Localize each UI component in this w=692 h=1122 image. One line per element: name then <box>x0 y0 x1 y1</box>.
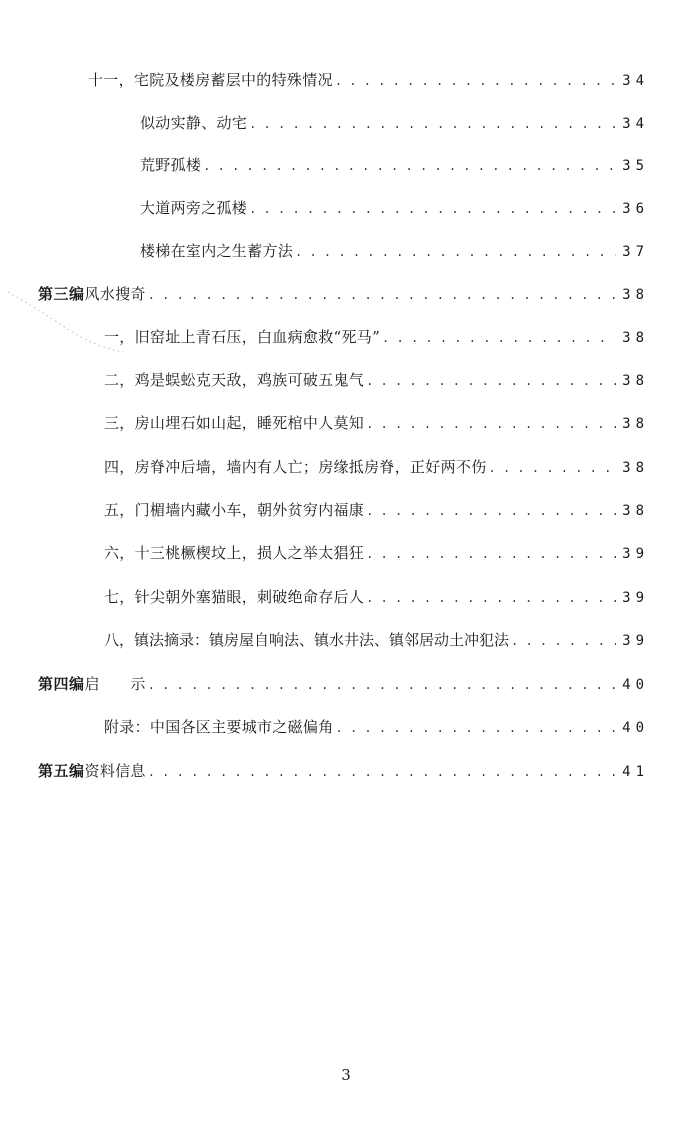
toc-entry-page: 38 <box>622 460 649 476</box>
toc-entry-title: 三，房山埋石如山起，睡死棺中人莫知 <box>104 414 365 432</box>
toc-entry-title: 八，镇法摘录：镇房屋自响法、镇水井法、镇邻居动土冲犯法 <box>104 631 510 649</box>
toc-entry-9 <box>104 455 649 479</box>
toc-entry-page: 38 <box>622 503 649 519</box>
dot-leader <box>382 326 616 350</box>
dot-leader <box>366 499 616 523</box>
dot-leader <box>203 154 616 178</box>
toc-entry-11 <box>104 541 649 565</box>
dot-leader <box>295 240 616 264</box>
dot-leader <box>249 112 616 136</box>
part-label: 第五编 <box>38 762 85 780</box>
toc-entry-7 <box>104 368 649 392</box>
dot-leader <box>148 283 616 307</box>
toc-entry-title: 似动实静、动宅 <box>140 114 248 132</box>
dot-leader <box>366 412 616 436</box>
toc-entry-1 <box>140 111 649 135</box>
toc-entry-page: 38 <box>622 330 649 346</box>
toc-entry-page: 38 <box>622 416 649 432</box>
part-label: 第三编 <box>38 285 85 303</box>
toc-entry-title: 五，门楣墙内藏小车，朝外贫穷内福康 <box>104 501 365 519</box>
toc-entry-page: 36 <box>622 201 649 217</box>
dot-leader <box>148 760 616 784</box>
toc-part-entry-5 <box>38 759 649 783</box>
toc-entry-page: 37 <box>622 244 649 260</box>
toc-entry-6 <box>104 325 649 349</box>
toc-entry-title: 六，十三桃橛楔坟上，损人之举太猖狂 <box>104 544 365 562</box>
toc-entry-title: 附录：中国各区主要城市之磁偏角 <box>104 718 334 736</box>
toc-entry-10 <box>104 498 649 522</box>
toc-entry-8 <box>104 411 649 435</box>
toc-entry-page: 38 <box>622 373 649 389</box>
toc-entry-page: 38 <box>622 287 649 303</box>
toc-entry-13 <box>104 628 649 652</box>
toc-entry-title: 风水搜奇 <box>84 285 146 303</box>
dot-leader <box>366 586 616 610</box>
dot-leader <box>366 542 616 566</box>
dot-leader <box>511 629 616 653</box>
dot-leader <box>336 716 617 740</box>
page-number: 3 <box>341 1066 351 1084</box>
toc-entry-page: 39 <box>622 633 649 649</box>
toc-entry-2 <box>140 153 649 177</box>
dot-leader <box>366 369 616 393</box>
toc-part-entry-4 <box>38 672 649 696</box>
dot-leader <box>489 456 617 480</box>
toc-entry-title: 七，针尖朝外塞猫眼，刺破绝命存后人 <box>104 588 365 606</box>
dot-leader <box>335 69 616 93</box>
toc-entry-page: 34 <box>622 73 649 89</box>
toc-entry-15 <box>104 715 649 739</box>
toc-entry-title: 四，房脊冲后墙，墙内有人亡；房缘抵房脊，正好两不伤 <box>104 458 487 476</box>
toc-entry-title: 楼梯在室内之生蓄方法 <box>140 242 294 260</box>
toc-entry-title: 荒野孤楼 <box>140 156 202 174</box>
toc-entry-title: 资料信息 <box>84 762 146 780</box>
toc-entry-title: 启 示 <box>84 675 146 693</box>
toc-entry-title: 二，鸡是蜈蚣克天敌，鸡族可破五鬼气 <box>104 371 365 389</box>
toc-entry-page: 40 <box>622 677 649 693</box>
toc-entry-page: 41 <box>622 764 649 780</box>
toc-entry-title: 一，旧窑址上青石压，白血病愈救“死马” <box>104 328 381 346</box>
toc-part-entry-3 <box>38 282 649 306</box>
dot-leader <box>148 673 616 697</box>
toc-entry-0 <box>88 68 649 92</box>
toc-entry-3 <box>140 196 649 220</box>
toc-entry-title: 十一，宅院及楼房蓄层中的特殊情况 <box>88 71 333 89</box>
toc-entry-page: 39 <box>622 546 649 562</box>
toc-entry-page: 35 <box>622 158 649 174</box>
toc-entry-12 <box>104 585 649 609</box>
toc-entry-title: 大道两旁之孤楼 <box>140 199 248 217</box>
dot-leader <box>249 197 616 221</box>
toc-entry-page: 34 <box>622 116 649 132</box>
toc-entry-4 <box>140 239 649 263</box>
toc-entry-page: 40 <box>622 720 649 736</box>
part-label: 第四编 <box>38 675 85 693</box>
toc-entry-page: 39 <box>622 590 649 606</box>
